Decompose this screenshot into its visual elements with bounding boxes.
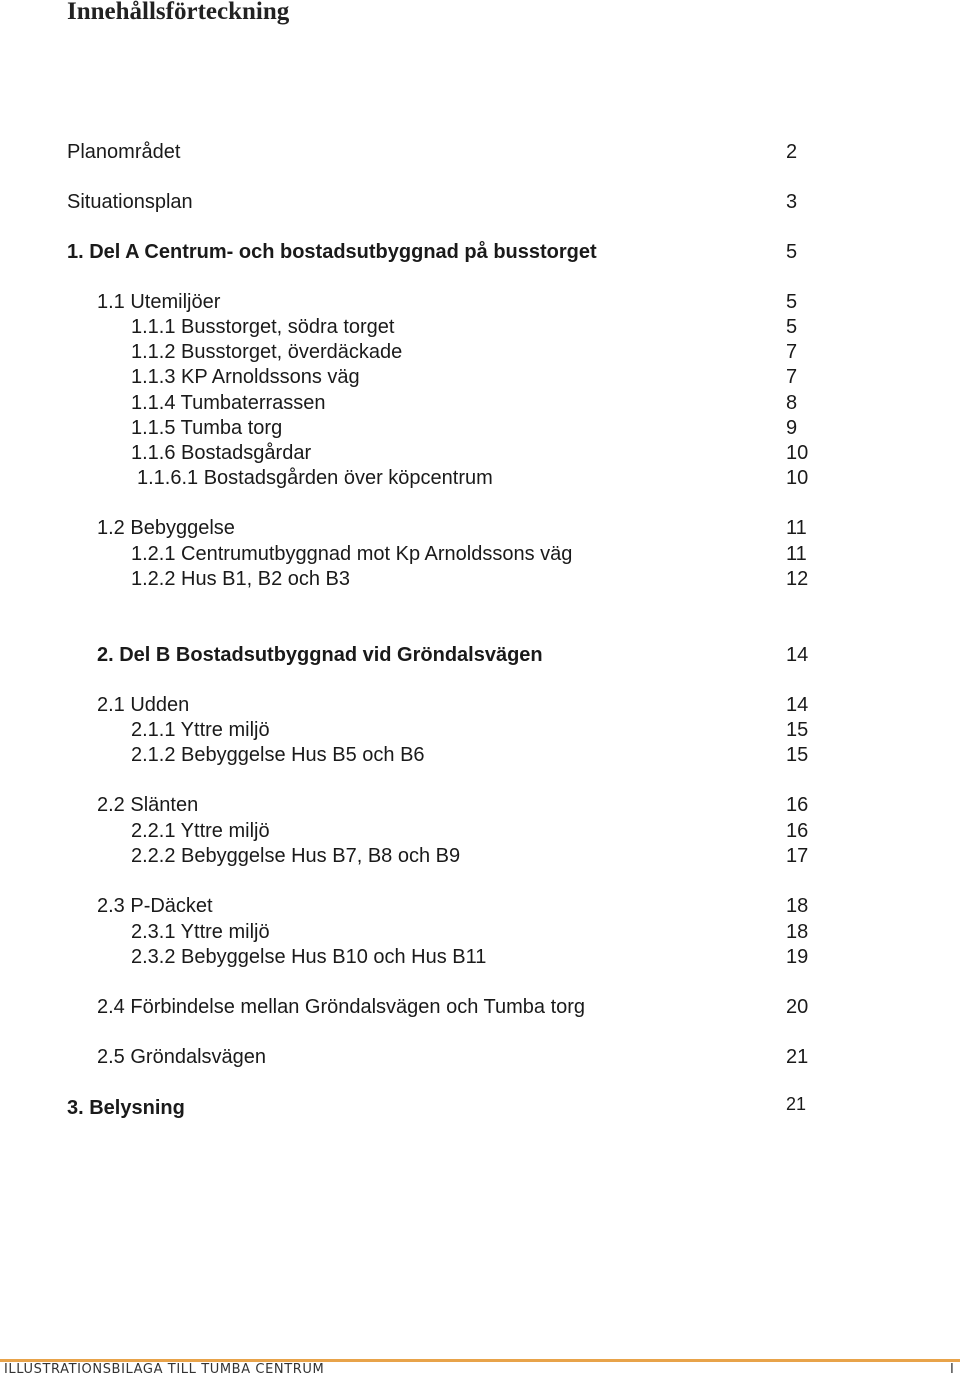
toc-entry: Situationsplan <box>67 191 193 213</box>
toc-entry: 1.1.6 Bostadsgårdar <box>131 442 312 464</box>
toc-entry: 2.4 Förbindelse mellan Gröndalsvägen och Tumba torg <box>97 996 586 1018</box>
toc-entry: 2.2 Slänten <box>97 794 199 816</box>
toc-page-number: 19 <box>786 946 809 968</box>
page-title: Innehållsförteckning <box>67 0 290 25</box>
footer-page-number: I <box>950 1362 954 1377</box>
toc-page-number: 17 <box>786 845 809 867</box>
toc-page-number: 20 <box>786 996 809 1018</box>
toc-page-number: 11 <box>786 517 807 539</box>
toc-entry: 2.2.2 Bebyggelse Hus B7, B8 och B9 <box>131 845 461 867</box>
toc-entry: 2.1.2 Bebyggelse Hus B5 och B6 <box>131 744 425 766</box>
toc-page-number: 5 <box>786 316 798 338</box>
toc-page-number: 14 <box>786 644 809 666</box>
toc-page-number: 14 <box>786 694 809 716</box>
toc-page-number: 7 <box>786 341 798 363</box>
toc-entry: 1.1.1 Busstorget, södra torget <box>131 316 395 338</box>
toc-page-number: 18 <box>786 895 809 917</box>
toc-entry: 1.2.1 Centrumutbyggnad mot Kp Arnoldssons väg <box>131 543 573 565</box>
toc-entry: 2.3 P-Däcket <box>97 895 213 917</box>
toc-page-number: 11 <box>786 543 807 565</box>
toc-page-number: 9 <box>786 417 798 439</box>
toc-entry: 2.5 Gröndalsvägen <box>97 1046 267 1068</box>
toc-entry: 2.3.2 Bebyggelse Hus B10 och Hus B11 <box>131 946 487 968</box>
toc-page-number: 7 <box>786 366 798 388</box>
toc-entry: Planområdet <box>67 141 181 163</box>
toc-page-number: 10 <box>786 442 809 464</box>
toc-entry: 2.1 Udden <box>97 694 190 716</box>
toc-entry: 1.1 Utemiljöer <box>97 291 221 313</box>
toc-section-heading: 2. Del B Bostadsutbyggnad vid Gröndalsvägen <box>97 644 543 666</box>
toc-page-number: 16 <box>786 820 809 842</box>
toc-entry: 2.2.1 Yttre miljö <box>131 820 270 842</box>
toc-page-number: 10 <box>786 467 809 489</box>
toc-section-heading: 1. Del A Centrum- och bostadsutbyggnad på busstorget <box>67 241 597 263</box>
toc-entry: 1.1.5 Tumba torg <box>131 417 283 439</box>
toc-page-number: 5 <box>786 241 798 263</box>
toc-entry: 1.1.3 KP Arnoldssons väg <box>131 366 360 388</box>
toc-entry: 1.2 Bebyggelse <box>97 517 235 539</box>
toc-page-number: 18 <box>786 921 809 943</box>
footer-title: ILLUSTRATIONSBILAGA TILL TUMBA CENTRUM <box>4 1362 325 1377</box>
toc-page-number: 5 <box>786 291 798 313</box>
toc-entry: 1.1.4 Tumbaterrassen <box>131 392 326 414</box>
toc-page-number: 3 <box>786 191 798 213</box>
toc-entry: 1.2.2 Hus B1, B2 och B3 <box>131 568 351 590</box>
toc-entry: 1.1.2 Busstorget, överdäckade <box>131 341 403 363</box>
toc-page-number: 21 <box>786 1046 809 1068</box>
toc-page-number: 15 <box>786 719 809 741</box>
toc-page-number: 12 <box>786 568 809 590</box>
toc-page-number: 8 <box>786 392 798 414</box>
toc-entry: 2.1.1 Yttre miljö <box>131 719 270 741</box>
toc-page-number: 16 <box>786 794 809 816</box>
toc-entry: 2.3.1 Yttre miljö <box>131 921 270 943</box>
toc-page-number: 15 <box>786 744 809 766</box>
toc-entry: 1.1.6.1 Bostadsgården över köpcentrum <box>137 467 493 489</box>
toc-page-number: 2 <box>786 141 798 163</box>
toc-section-heading: 3. Belysning <box>67 1097 185 1119</box>
toc-page-number: 21 <box>786 1094 807 1114</box>
